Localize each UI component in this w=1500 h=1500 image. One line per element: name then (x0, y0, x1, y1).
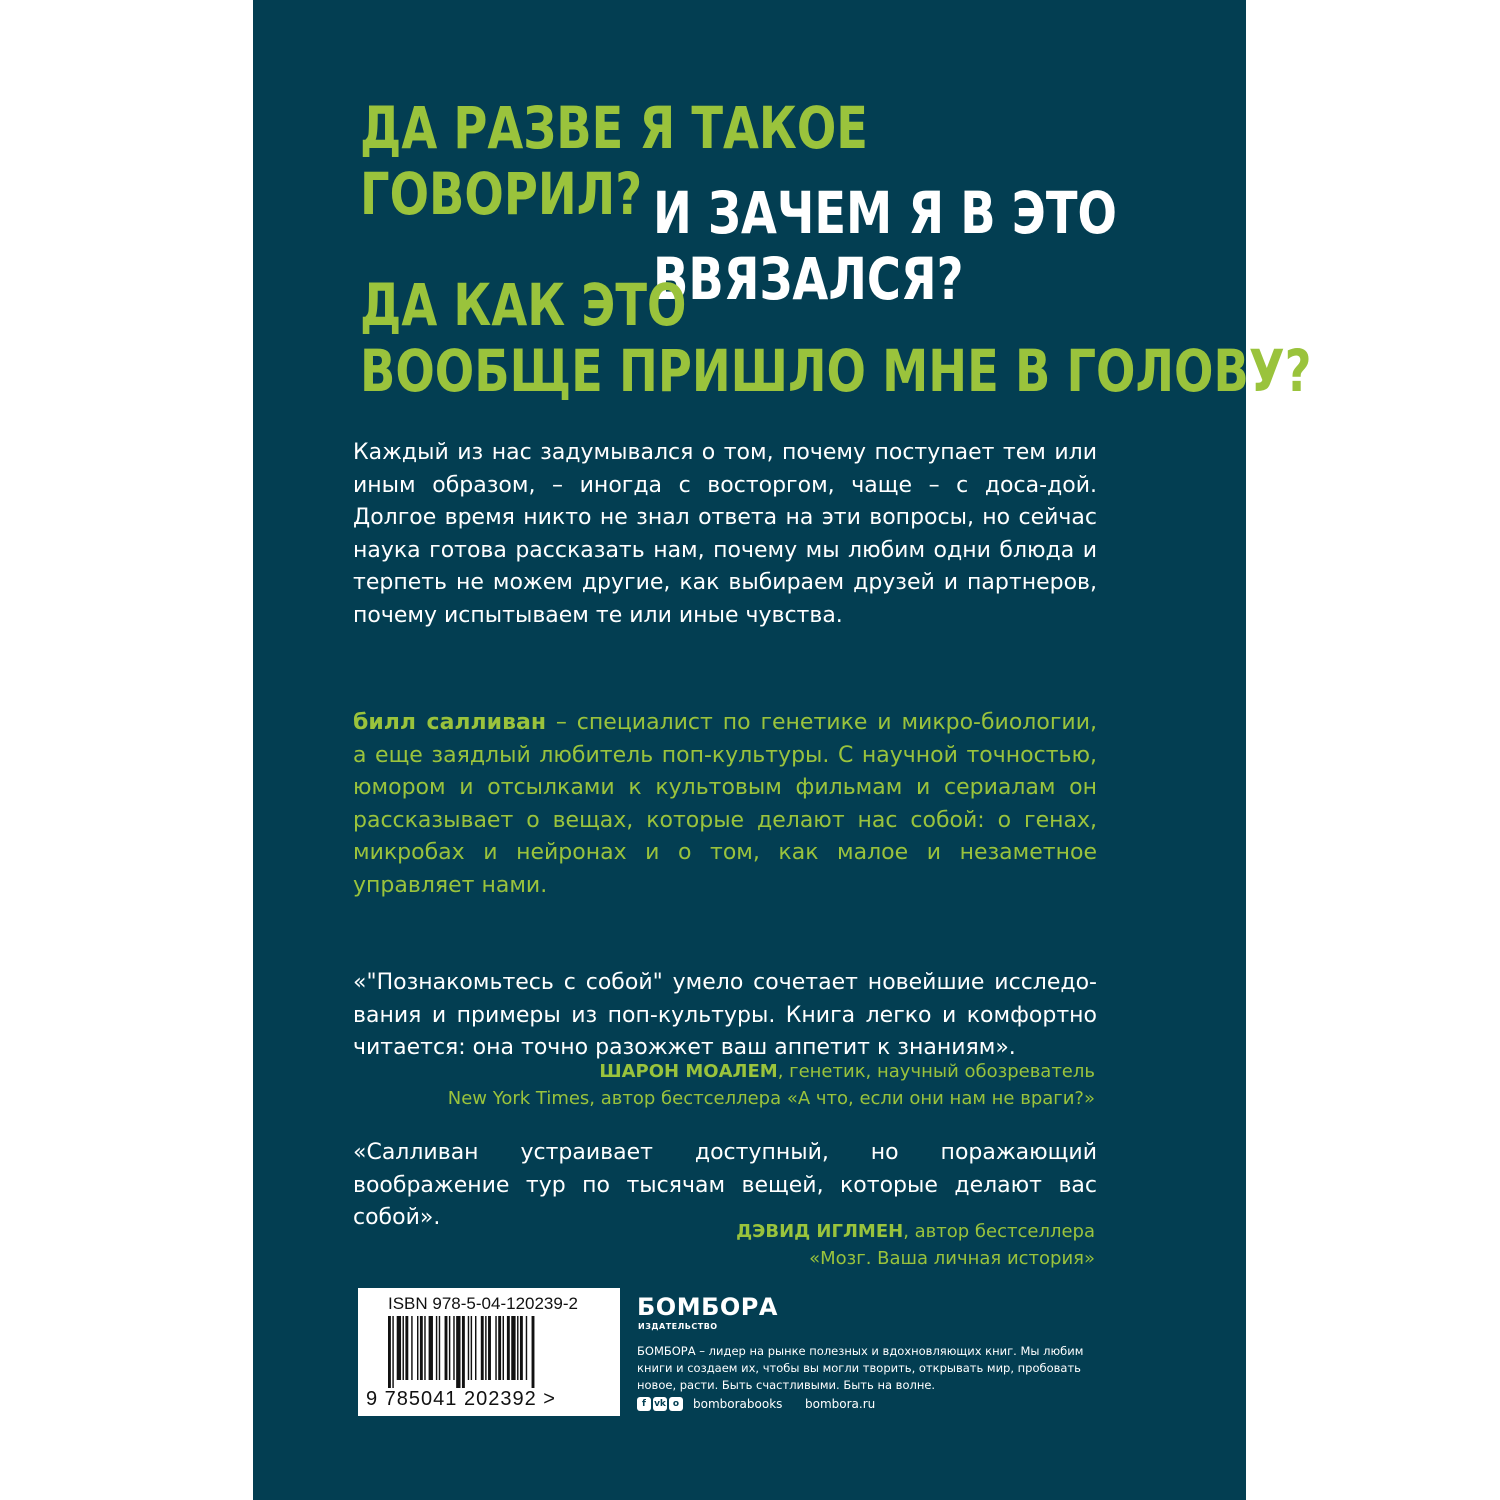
social-links (637, 1396, 782, 1412)
reviewer-name-1: ШАРОН МОАЛЕМ (599, 1061, 778, 1082)
review-quote-2: «Салливан устраивает доступный, но поражающий воображение тур по тысячам вещей, которые делают вас собой». (353, 1140, 1097, 1230)
headline-2-line-1: И ЗАЧЕМ Я В ЭТО (653, 179, 1117, 247)
facebook-icon[interactable]: f (637, 1397, 651, 1411)
review-attribution-2 (736, 1218, 1095, 1272)
headline-3-line-2: ВООБЩЕ ПРИШЛО МНЕ В ГОЛОВУ? (360, 337, 1312, 405)
author-name: билл салливан (353, 710, 547, 735)
reviewer-name-2: ДЭВИД ИГЛМЕН (736, 1221, 904, 1242)
review-attribution-1 (448, 1058, 1095, 1112)
barcode-icon (388, 1316, 598, 1388)
publisher-blurb: БОМБОРА – лидер на рынке полезных и вдохновляющих книг. Мы любим книги и создаем их, чтобы вы могли творить, открывать мир, пробовать новое, расти. Быть счастливыми. Быть на волне. (637, 1344, 1084, 1392)
headline-1-line-1: ДА РАЗВЕ Я ТАКОЕ (360, 94, 868, 162)
headline-1-line-2: ГОВОРИЛ? (360, 160, 643, 228)
social-handle[interactable]: bomborabooks (693, 1397, 783, 1411)
publisher-website[interactable]: bombora.ru (805, 1397, 876, 1411)
isbn-barcode-block (358, 1288, 620, 1416)
headline-3 (360, 272, 1312, 404)
headline-2-line-2: ВВЯЗАЛСЯ? (653, 245, 964, 313)
headline-3-line-1: ДА КАК ЭТО (360, 271, 687, 339)
reviewer-role-1b: New York Times, автор бестселлера «А что, если они нам не враги?» (447, 1088, 1095, 1109)
author-bio-text: – специалист по генетике и микро-биологии, а еще заядлый любитель поп-культуры. С научной точностью, юмором и отсылками к культовым фильмам и сериалам он рассказывает о вещах, которые делают нас собой: о генах, микробах и нейронах и о том, как малое и незаметное управляет нами. (353, 710, 1097, 898)
vk-icon[interactable]: vk (654, 1399, 666, 1409)
odnoklassniki-icon[interactable]: o (669, 1397, 683, 1411)
publisher-logo: БОМБОРА (637, 1293, 778, 1321)
review-quote-1: «"Познакомьтесь с собой" умело сочетает новейшие исследо-вания и примеры из поп-культуры. Книга легко и комфортно читается: она точно разожжет ваш аппетит к знаниям». (353, 970, 1097, 1060)
reviewer-role-2b: «Мозг. Ваша личная история» (809, 1248, 1095, 1269)
isbn-label: ISBN 978-5-04-120239-2 (388, 1294, 578, 1313)
reviewer-role-1a: , генетик, научный обозреватель (777, 1061, 1095, 1082)
publisher-subtitle: ИЗДАТЕЛЬСТВО (638, 1322, 718, 1331)
intro-paragraph: Каждый из нас задумывался о том, почему поступает тем или иным образом, – иногда с восторгом, чаще – с доса-дой. Долгое время никто не знал ответа на эти вопросы, но сейчас наука готова рассказать нам, почему мы любим одни блюда и терпеть не можем другие, как выбираем друзей и партнеров, почему испытываем те или иные чувства. (353, 440, 1097, 628)
author-bio (353, 707, 1097, 902)
reviewer-role-2a: , автор бестселлера (903, 1221, 1095, 1242)
ean-number: 9 785041 202392 > (366, 1388, 556, 1410)
